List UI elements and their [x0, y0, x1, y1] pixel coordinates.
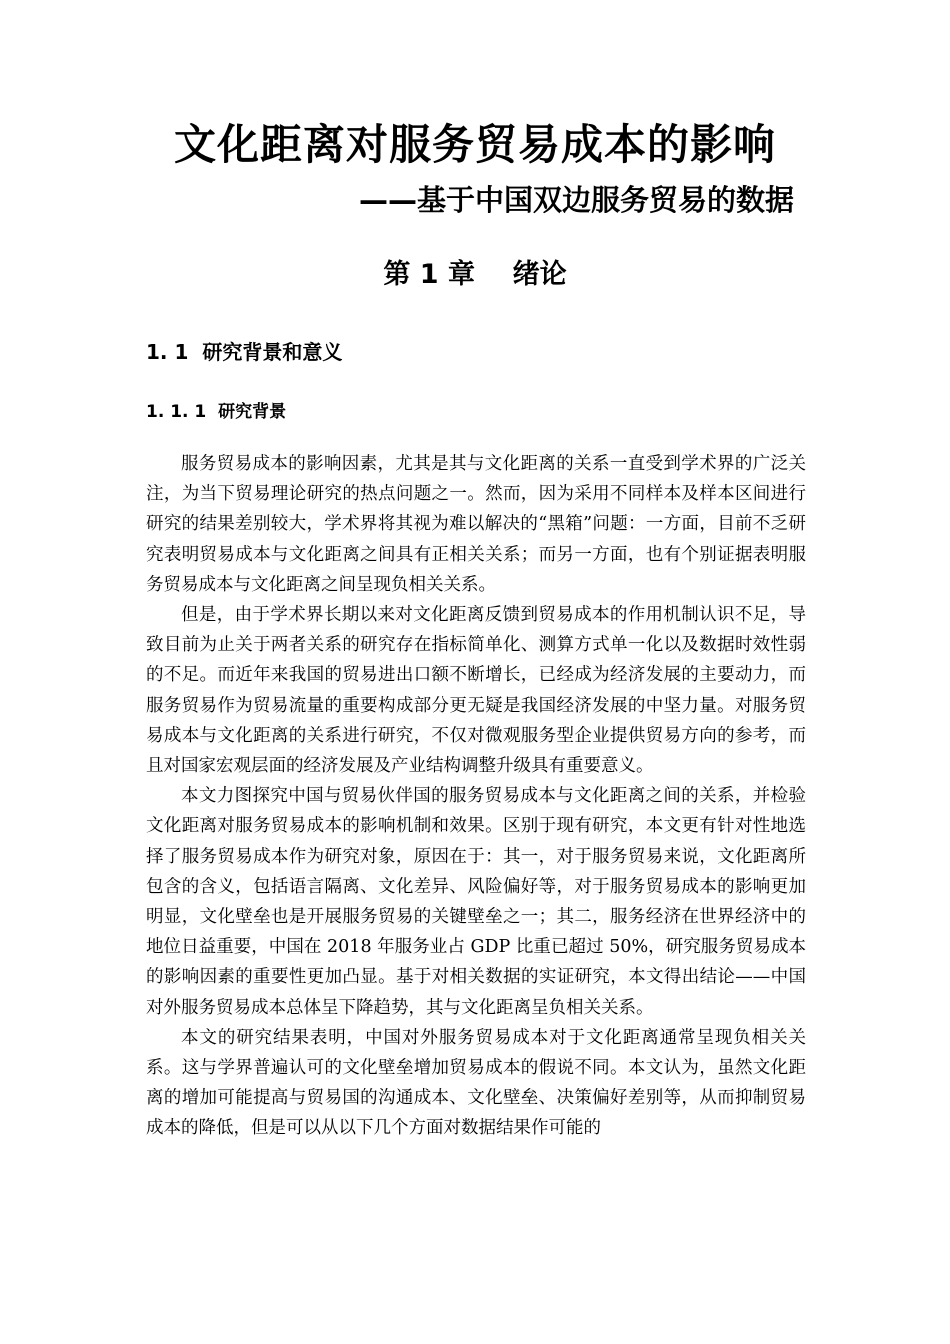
paragraph: 服务贸易成本的影响因素，尤其是其与文化距离的关系一直受到学术界的广泛关注，为当下贸易理论研究的热点问题之一。然而，因为采用不同样本及样本区间进行研究的结果差别较大，学术界将其视为难以解决的“黑箱”问题：一方面，目前不乏研究表明贸易成本与文化距离之间具有正相关关系；而另一方面，也有个别证据表明服务贸易成本与文化距离之间呈现负相关关系。 — [146, 454, 806, 595]
paragraph: 但是，由于学术界长期以来对文化距离反馈到贸易成本的作用机制认识不足，导致目前为止关于两者关系的研究存在指标简单化、测算方式单一化以及数据时效性弱的不足。而近年来我国的贸易进出口额不断增长，已经成为经济发展的主要动力，而服务贸易作为贸易流量的重要构成部分更无疑是我国经济发展的中坚力量。对服务贸易成本与文化距离的关系进行研究，不仅对微观服务型企业提供贸易方向的参考，而且对国家宏观层面的经济发展及产业结构调整升级具有重要意义。 — [146, 605, 806, 777]
paragraph: 本文的研究结果表明，中国对外服务贸易成本对于文化距离通常呈现负相关关系。这与学界普遍认可的文化壁垒增加贸易成本的假说不同。本文认为，虽然文化距离的增加可能提高与贸易国的沟通成本、文化壁垒、决策偏好差别等，从而抑制贸易成本的降低，但是可以从以下几个方面对数据结果作可能的 — [146, 1027, 806, 1139]
document-title: 文化距离对服务贸易成本的影响 — [173, 120, 776, 169]
paragraph: 本文力图探究中国与贸易伙伴国的服务贸易成本与文化距离之间的关系，并检验文化距离对服务贸易成本的影响机制和效果。区别于现有研究，本文更有针对性地选择了服务贸易成本作为研究对象，原因在于：其一，对于服务贸易来说，文化距离所包含的含义，包括语言隔离、文化差异、风险偏好等，对于服务贸易成本的影响更加明显，文化壁垒也是开展服务贸易的关键壁垒之一；其二，服务经济在世界经济中的地位日益重要，中国在 2018 年服务业占 GDP 比重已超过 50%，研究服务贸易成本的影响因素的重要性更加凸显。基于对相关数据的实证研究，本文得出结论——中国对外服务贸易成本总体呈下降趋势，其与文化距离呈负相关关系。 — [146, 786, 806, 1018]
chapter-heading: 第 1 章 绪论 — [383, 259, 567, 290]
subsection-heading: 1. 1. 1 研究背景 — [146, 402, 287, 422]
body-text — [146, 449, 806, 1144]
section-heading: 1. 1 研究背景和意义 — [146, 340, 343, 364]
document-subtitle: ——基于中国双边服务贸易的数据 — [358, 183, 794, 217]
